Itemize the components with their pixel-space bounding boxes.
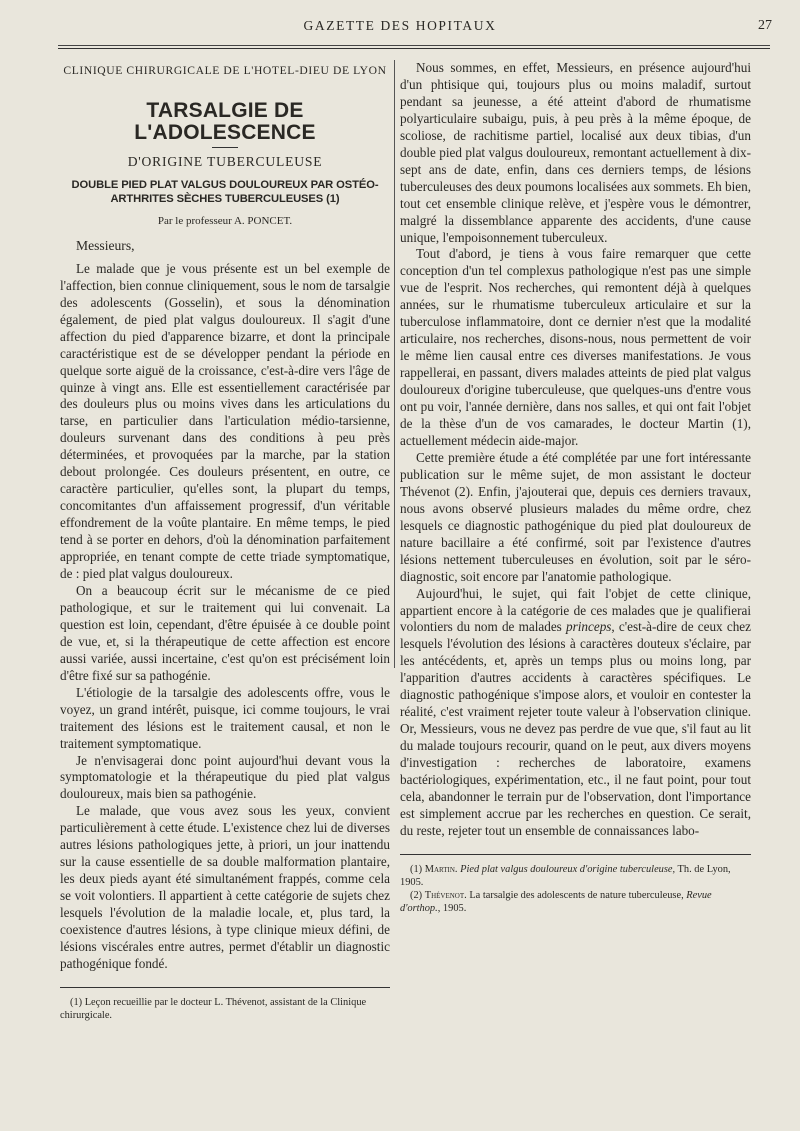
paragraph: Tout d'abord, je tiens à vous faire remarquer que cette conception d'un tel complexus pathologique n'est pas une simple vue de l'esprit. Nos recherches, qui remontent déjà à quelques années, sur le rhumatisme tuberculeux articulaire et sur la tuberculose inflammatoire, dont ce dernier n'est que la modalité articulaire, nos recherches, disons-nous, nous permettent de voir le même lien causal entre ces diverses manifestations. Je vous rappellerai, en passant, divers malades atteints de pied plat valgus douloureux d'origine tuberculeuse, que quelques-uns d'entre vous ont pu voir, l'année dernière, dans nos salles, et qui ont fait l'objet de la thèse d'un de vos camarades, le docteur Martin (1), actuellement médecin aide-major. <box>400 246 751 448</box>
footnote-mark: (2) <box>410 889 425 901</box>
footnote-author: Martin. <box>424 863 458 875</box>
paragraph: Le malade, que vous avez sous les yeux, convient particulièrement à cette étude. L'existence chez lui de diverses autres lésions pathologiques jette, à priori, un jour inattendu sur la cause essentielle de sa double malformation plantaire, les deux pieds ayant été simultanément frappés, comme cela se voit volontiers. Il appartient à cette catégorie de sujets chez lesquels l'évolution de la maladie locale, et, plus tard, la coexistence d'autres lésions, à type clinique mieux défini, de lésions viscérales entre autres, permet d'établir un diagnostic pathogénique fondé. <box>60 803 390 971</box>
page-number: 27 <box>758 18 772 33</box>
running-head <box>0 18 800 40</box>
footnote-rule <box>60 987 390 988</box>
header-rule <box>58 45 770 46</box>
header-rule-double <box>58 48 770 49</box>
footnote: (1) Leçon recueillie par le docteur L. Thévenot, assistant de la Clinique chirurgicale. <box>60 996 367 1021</box>
footnote-author: Thévenot. <box>424 889 467 901</box>
paragraph: On a beaucoup écrit sur le mécanisme de ce pied pathologique, et sur le traitement qui lui convenait. La question est loin, cependant, d'être épuisée à ce double point de vue, et, si la thérapeutique de cette affection est encore aussi variée, aussi incertaine, c'est qu'on est précisément loin d'être fixé sur sa pathogénie. <box>60 582 390 683</box>
right-column <box>400 60 751 915</box>
paragraph-princeps <box>400 586 751 840</box>
clinic-heading: CLINIQUE CHIRURGICALE DE L'HOTEL-DIEU DE LYON <box>63 64 387 77</box>
footnote-mark: (1) <box>410 863 425 875</box>
paragraph: Nous sommes, en effet, Messieurs, en présence aujourd'hui d'un phtisique qui, toujours plus ou moins maladif, surtout pendant sa jeunesse, a été atteint d'abord de rhumatisme polyarticulaire subaigu, puis, à peu près à la même époque, de scoliose, de rachitisme partiel, localisé aux deux tibias, d'un double pied plat valgus douloureux, remontant actuellement à dix-sept ans de date, enfin, dans ces derniers temps, de lésions tuberculeuses des deux poumons localisées aux sommets. Eh bien, tout cet ensemble clinique relève, et j'espère vous le démontrer, malgré la dissemblance apparente des accidents, d'une cause unique, l'empoisonnement tuberculeux. <box>400 60 751 245</box>
byline: Par le professeur A. PONCET. <box>157 214 293 227</box>
paragraph: L'étiologie de la tarsalgie des adolescents offre, vous le voyez, un grand intérêt, puisque, ici comme toujours, le vrai traitement des lésions est le traitement causal, et non le traitement symptomatique. <box>60 684 390 751</box>
footnote <box>400 863 751 889</box>
article-title: TARSALGIE DE L'ADOLESCENCE <box>134 98 316 144</box>
left-column <box>60 58 390 1022</box>
footnote-rest: , 1905. <box>437 902 467 914</box>
paragraph: Le malade que je vous présente est un bel exemple de l'affection, bien connue cliniquement, sous le nom de tarsalgie des adolescents (Gosselin), et sous la dénomination également, de pied plat valgus douloureux. Il s'agit d'une affection du pied d'apparence bizarre, et dont la principale caractéristique est de se développer pendant la période en quelque sorte aiguë de la croissance, c'est-à-dire vers l'âge de quinze à vingt ans. Elle est essentiellement caractérisée par des douleurs plus ou moins vives dans les articulations du tarse, en particulier dans l'articulation médio-tarsienne, douleurs survenant dans des conditions à peu près déterminées, et provoquées par la marche, par la station debout prolongée. Ces douleurs présentent, en outre, ce caractère particulier, qu'elles sont, la plupart du temps, concomitantes d'un affaissement progressif, d'un véritable effondrement de la voûte plantaire. En même temps, le pied tend à se porter en dehors, d'où la dénomination parfaitement appropriée, en tenant compte de cette triade symptomatique, de : pied plat valgus douloureux. <box>60 260 390 582</box>
paragraph-text: , c'est-à-dire de ceux chez lesquels l'évolution des lésions à caractères douteux s'éclaire, par les antécédents, et, après un temps plus ou moins long, par l'apparition d'autres accidents à caractères spécifiques. Le diagnostic pathogénique s'impose alors, et vouloir en contester la réalité, c'est vraiment rejeter toute valeur à l'observation clinique. <box>400 619 752 720</box>
emphasis-princeps: princeps <box>566 619 612 635</box>
running-title: GAZETTE DES HOPITAUX <box>303 18 497 33</box>
column-divider <box>394 60 395 668</box>
article-subtitle: D'ORIGINE TUBERCULEUSE <box>127 153 323 169</box>
title-rule <box>212 147 238 148</box>
footnote <box>400 889 751 915</box>
footnote-title: Pied plat valgus douloureux d'origine tuberculeuse, <box>457 863 676 875</box>
paragraph-text: Aujourd'hui, le sujet, qui fait l'objet de cette clinique, appartient encore à la catégorie de ces malades que je qualifierai volontiers du nom de malades <box>400 585 751 635</box>
salutation: Messieurs, <box>76 237 135 253</box>
article-subheading: DOUBLE PIED PLAT VALGUS DOULOUREUX PAR OSTÉO-ARTHRITES SÈCHES TUBERCULEUSES (1) <box>71 178 379 205</box>
paragraph: Cette première étude a été complétée par une fort intéressante publication sur le même sujet, de mon assistant le docteur Thévenot (2). Enfin, j'ajouterai que, depuis ces derniers travaux, nous avons observé plusieurs malades du même ordre, chez lesquels ce diagnostic pathogénique du pied plat douloureux de nature bacillaire a été confirmé, soit par l'existence d'autres lésions nettement tuberculeuses en évolution, soit par le séro-diagnostic, soit encore par l'anatomie pathologique. <box>400 449 751 584</box>
paragraph-text: Or, Messieurs, vous ne devez pas perdre de vue que, s'il faut au lit du malade toujours recourir, quand on le peut, aux divers moyens d'investigation : recherches de laboratoire, examens bactériologiques, expérimentation, etc., il ne faut point, pour tout cela, abandonner le terrain pur de l'observation, dont l'importance est simplement accrue par les recherches en question. Ce serait, du reste, rejeter tout un ensemble de connaissances labo- <box>400 721 751 838</box>
footnote-rest: Th. de Lyon, 1905. <box>400 863 731 888</box>
footnote-rule <box>400 854 751 855</box>
footnote-journal: Revue d'orthop. <box>400 889 712 914</box>
footnote-title: La tarsalgie des adolescents de nature tuberculeuse, <box>466 889 687 901</box>
paragraph: Je n'envisagerai donc point aujourd'hui devant vous la symptomatologie et la thérapeutique du pied plat valgus douloureux, mais bien sa pathogénie. <box>60 752 390 802</box>
